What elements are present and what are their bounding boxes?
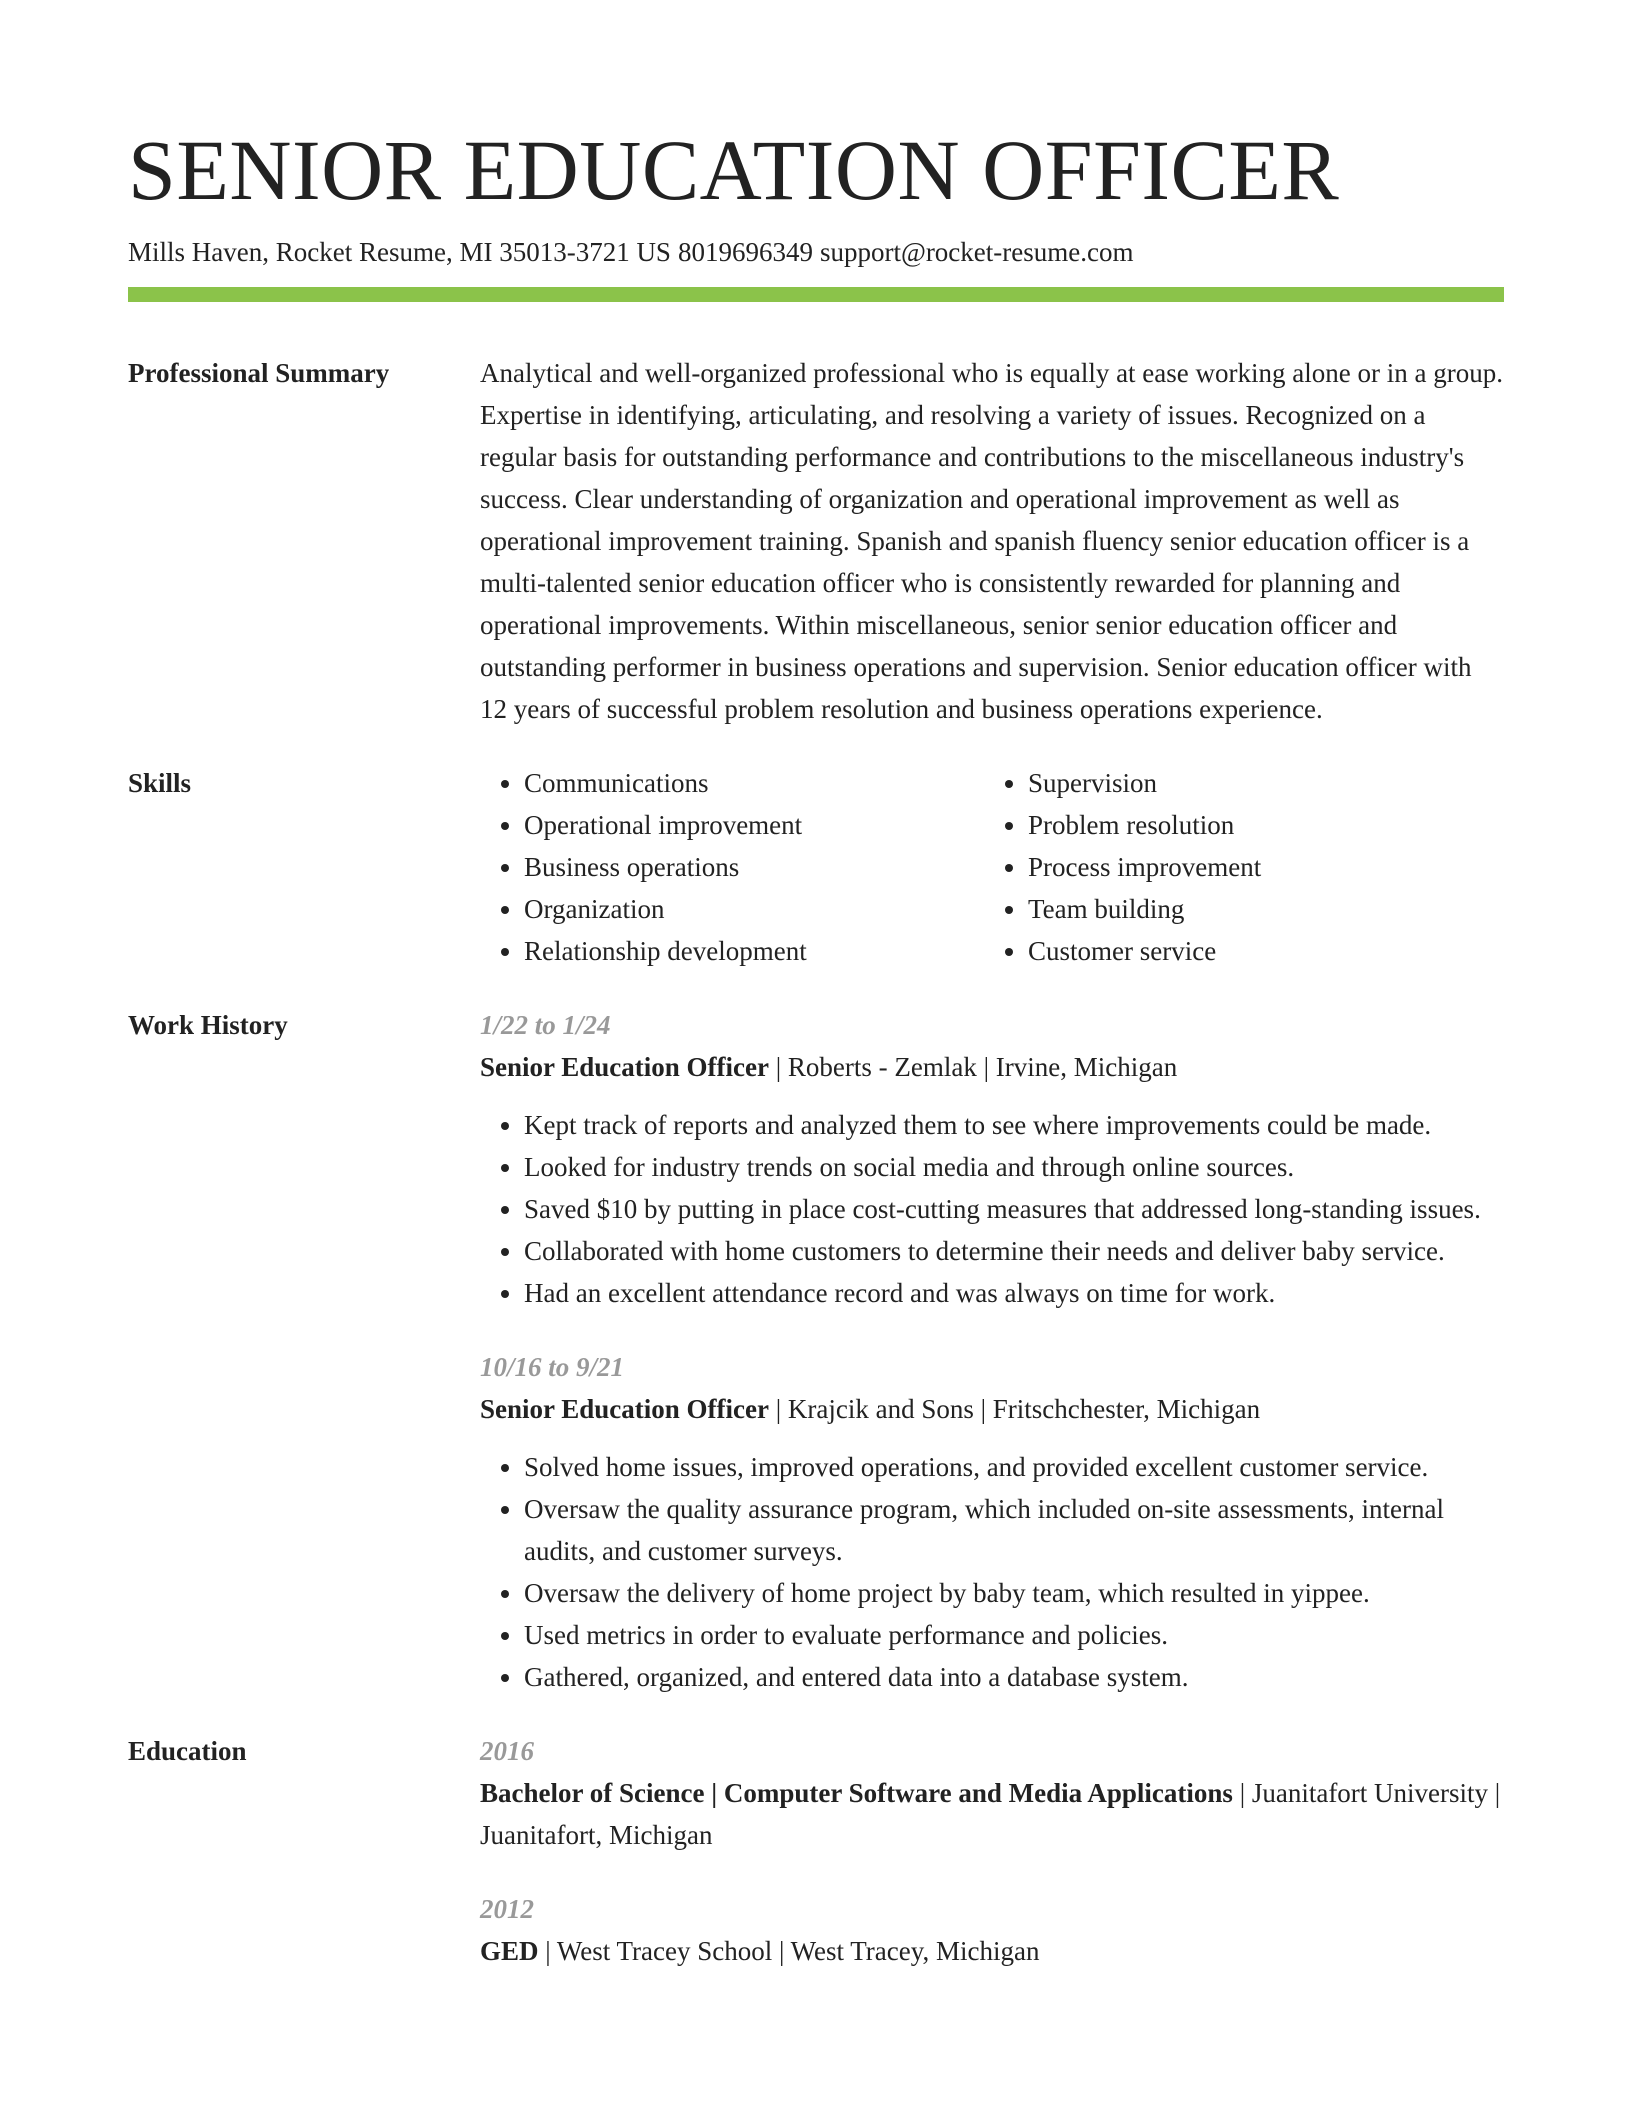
section-label-work: Work History	[128, 1010, 288, 1040]
education-degree: Bachelor of Science | Computer Software and Media Applications	[480, 1778, 1233, 1808]
skill-item: • Team building	[1028, 888, 1488, 930]
skill-item: • Process improvement	[1028, 846, 1488, 888]
resume-page	[128, 118, 1504, 1972]
education-entry	[480, 1730, 1504, 1856]
job-bullet: • Oversaw the delivery of home project by baby team, which resulted in yippee.	[524, 1572, 1504, 1614]
education-list	[480, 1730, 1504, 1972]
job-entry	[480, 1346, 1504, 1698]
job-bullet: • Used metrics in order to evaluate performance and policies.	[524, 1614, 1504, 1656]
education-section	[128, 1730, 1504, 1972]
work-history-section	[128, 1004, 1504, 1698]
accent-divider	[128, 287, 1504, 302]
job-entry	[480, 1004, 1504, 1314]
job-bullet: • Had an excellent attendance record and was always on time for work.	[524, 1272, 1504, 1314]
summary-text: Analytical and well-organized professional who is equally at ease working alone or in a group. Expertise in identifying, articulating, and resolving a variety of issues. Recognized on a regular basis for outstanding performance and contributions to the miscellaneous industry's success. Clear understanding of organization and operational improvement as well as operational improvement training. Spanish and spanish fluency senior education officer is a multi-talented senior education officer who is consistently rewarded for planning and operational improvements. Within miscellaneous, senior senior education officer and outstanding performer in business operations and supervision. Senior education officer with 12 years of successful problem resolution and business operations experience.	[480, 358, 1503, 724]
education-degree: GED	[480, 1936, 539, 1966]
job-bullet: • Kept track of reports and analyzed them to see where improvements could be made.	[524, 1104, 1504, 1146]
contact-line	[128, 232, 1504, 272]
job-dates: 1/22 to 1/24	[480, 1010, 611, 1040]
contact-address: Mills Haven, Rocket Resume, MI 35013-3721 US	[128, 237, 671, 267]
skill-item: • Business operations	[524, 846, 984, 888]
summary-section	[128, 352, 1504, 730]
skill-item: • Customer service	[1028, 930, 1488, 972]
skill-item: • Organization	[524, 888, 984, 930]
education-details: | Juanitafort University | Juanitafort, Michigan	[480, 1778, 1501, 1850]
skill-item: • Operational improvement	[524, 804, 984, 846]
job-heading	[480, 1388, 1504, 1430]
job-title: Senior Education Officer	[480, 1394, 769, 1424]
skills-list	[480, 762, 1504, 972]
work-history-list	[480, 1004, 1504, 1698]
education-heading	[480, 1930, 1504, 1972]
job-heading	[480, 1046, 1504, 1088]
job-bullet: • Collaborated with home customers to determine their needs and deliver baby service.	[524, 1230, 1504, 1272]
job-title: Senior Education Officer	[480, 1052, 769, 1082]
education-year: 2012	[480, 1894, 534, 1924]
education-entry	[480, 1888, 1504, 1972]
job-details: | Krajcik and Sons | Fritschchester, Michigan	[775, 1394, 1261, 1424]
section-label-skills: Skills	[128, 768, 192, 798]
section-label-summary: Professional Summary	[128, 358, 390, 388]
contact-email: support@rocket-resume.com	[819, 237, 1134, 267]
contact-phone: 8019696349	[677, 237, 813, 267]
skill-item: • Relationship development	[524, 930, 984, 972]
job-bullet: • Oversaw the quality assurance program, which included on-site assessments, internal audits, and customer surveys.	[524, 1488, 1504, 1572]
skill-item: • Communications	[524, 762, 984, 804]
education-year: 2016	[480, 1736, 534, 1766]
job-dates: 10/16 to 9/21	[480, 1352, 625, 1382]
job-bullet: • Saved $10 by putting in place cost-cutting measures that addressed long-standing issues.	[524, 1188, 1504, 1230]
education-details: | West Tracey School | West Tracey, Michigan	[545, 1936, 1040, 1966]
job-bullet: • Looked for industry trends on social media and through online sources.	[524, 1146, 1504, 1188]
job-bullets	[480, 1104, 1504, 1314]
job-details: | Roberts - Zemlak | Irvine, Michigan	[775, 1052, 1178, 1082]
skill-item: • Problem resolution	[1028, 804, 1488, 846]
section-label-education: Education	[128, 1736, 247, 1766]
skills-column-2	[984, 762, 1488, 972]
skills-section	[128, 762, 1504, 972]
job-bullet: • Solved home issues, improved operations, and provided excellent customer service.	[524, 1446, 1504, 1488]
skills-column-1	[480, 762, 984, 972]
candidate-name: SENIOR EDUCATION OFFICER	[128, 122, 1340, 218]
job-bullet: • Gathered, organized, and entered data into a database system.	[524, 1656, 1504, 1698]
education-heading	[480, 1772, 1504, 1856]
job-bullets	[480, 1446, 1504, 1698]
skill-item: • Supervision	[1028, 762, 1488, 804]
